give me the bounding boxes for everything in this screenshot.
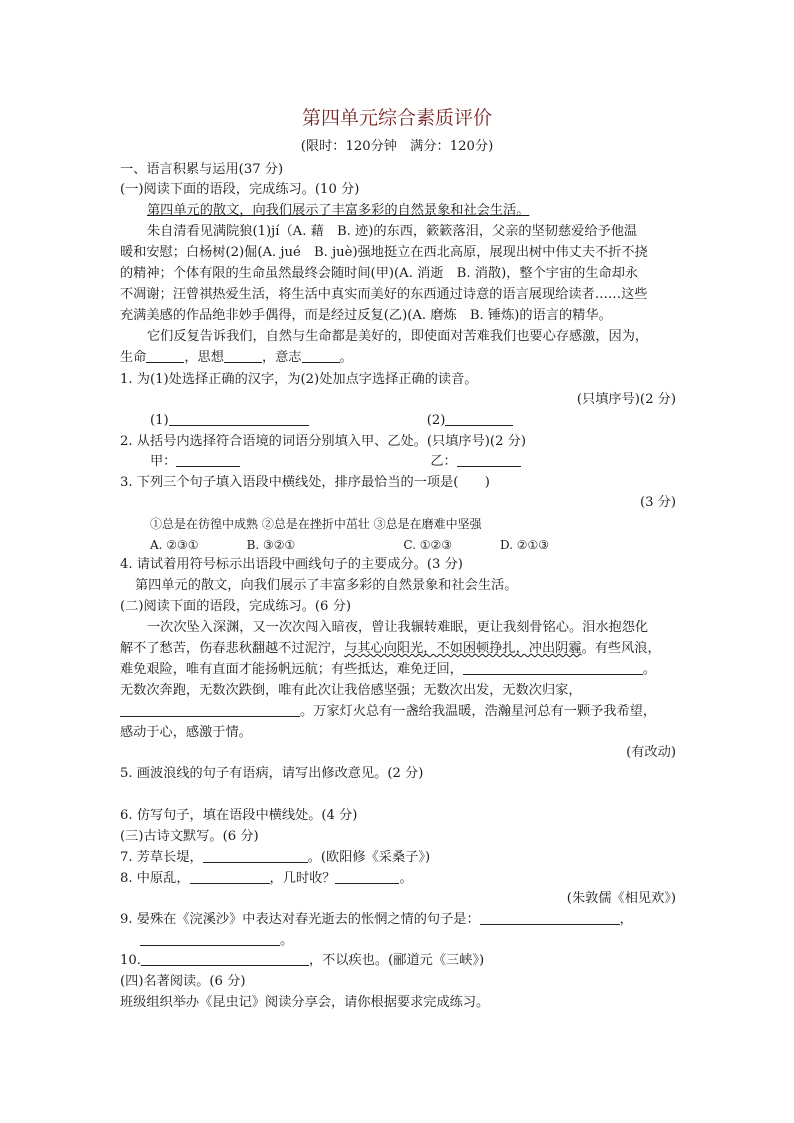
answer-blank[interactable] — [335, 869, 399, 884]
passage-line: 朱自清看见满院狼(1)jí（A. 藉 B. 迹)的东西，簌簌落泪，父亲的坚韧慈爱给予他温 — [147, 224, 638, 239]
answer-blank[interactable] — [146, 348, 184, 363]
source-note: (朱敦儒《相见欢》) — [566, 891, 676, 906]
part-heading: (一)阅读下面的语段，完成练习。(10 分) — [120, 182, 360, 197]
passage-line: 感动于心，感激于情。 — [120, 725, 252, 740]
question-4: 4. 请试着用符号标示出语段中画线句子的主要成分。(3 分) — [120, 557, 463, 572]
passage-line: 暖和安慰；白杨树(2)倔(A. jué B. juè)强地挺立在西北高原，展现出树中伟丈夫不折不挠 — [120, 245, 648, 260]
question-2: 2. 从括号内选择符合语境的词语分别填入甲、乙处。(只填序号)(2 分) — [120, 434, 526, 449]
passage-line — [147, 201, 703, 221]
passage-line: 的精神；个体有限的生命虽然最终会随时间(甲)(A. 消逝 B. 消散)，整个宇宙的生命却永 — [120, 266, 639, 281]
question-4-sentence: 第四单元的散文，向我们展示了丰富多彩的自然景象和社会生活。 — [135, 578, 518, 593]
question-9-continued: 。 — [140, 931, 676, 951]
passage-line: 生命 ，思想 ，意志 。 — [120, 350, 353, 365]
question-9: 9. 晏殊在《浣溪沙》中表达对春光逝去的怅惘之情的句子是： ， — [120, 912, 633, 927]
answer-blank[interactable] — [190, 869, 270, 884]
passage-line: 无数次奔跑，无数次跌倒，唯有此次让我倍感坚强；无数次出发，无数次归家， — [120, 683, 582, 698]
option-d[interactable]: D. ②①③ — [499, 538, 550, 552]
question-3-sentences: ①总是在彷徨中成熟 ②总是在挫折中茁壮 ③总是在磨难中坚强 — [150, 517, 482, 531]
part-heading: (四)名著阅读。(6 分) — [120, 974, 246, 989]
passage-line: 班级组织举办《昆虫记》阅读分享会，请你根据要求完成练习。 — [120, 995, 490, 1010]
answer-blank[interactable] — [120, 702, 300, 717]
question-5: 5. 画波浪线的句子有语病，请写出修改意见。(2 分) — [120, 766, 424, 781]
question-3-options — [150, 535, 706, 555]
question-8: 8. 中原乱， ，几时收？ 。 — [120, 871, 413, 886]
passage-line: 一次次坠入深渊，又一次次闯入暗夜，曾让我辗转难眠，更让我刻骨铭心。泪水抱怨化 — [147, 620, 649, 635]
answer-blank[interactable] — [302, 348, 340, 363]
answer-blank[interactable] — [480, 910, 620, 925]
page-title: 第四单元综合素质评价 — [301, 107, 492, 129]
answer-blank[interactable] — [224, 348, 262, 363]
question-2-answers: 甲： 乙： — [150, 452, 706, 472]
question-1-answers: (1) (2) — [150, 411, 706, 431]
answer-blank[interactable] — [140, 931, 280, 946]
underlined-sentence: 第四单元的散文，向我们展示了丰富多彩的自然景象和社会生活。 — [147, 203, 530, 218]
question-1: 1. 为(1)处选择正确的汉字，为(2)处加点字选择正确的读音。 — [120, 372, 478, 387]
passage-line: 充满美感的作品绝非妙手偶得，而是经过反复(乙)(A. 磨炼 B. 锤炼)的语言的精华。 — [120, 308, 612, 323]
wavy-sentence: 与其心向阳光，不如困顿挣扎，冲出阴霾 — [344, 641, 582, 656]
question-7: 7. 芳草长堤， 。(欧阳修《采桑子》) — [120, 850, 431, 865]
page-subtitle: (限时：120分钟 满分：120分) — [300, 139, 494, 154]
answer-blank[interactable] — [445, 411, 513, 426]
passage-line: 难免艰险，唯有直面才能扬帆远航；有些抵达，难免迂回， 。 — [120, 662, 657, 677]
answer-blank[interactable] — [203, 848, 308, 863]
answer-blank[interactable] — [169, 411, 309, 426]
option-a[interactable]: A. ②③① — [150, 538, 199, 552]
answer-blank[interactable] — [463, 660, 643, 675]
answer-blank[interactable] — [176, 452, 240, 467]
passage-line: 它们反复告诉我们，自然与生命都是美好的，即使面对苦难我们也要心存感激，因为， — [147, 329, 649, 344]
part-heading: (三)古诗文默写。(6 分) — [120, 829, 259, 844]
option-b[interactable]: B. ③②① — [246, 538, 296, 552]
passage-line: 。万家灯火总有一盏给我温暖，浩瀚星河总有一颗予我希望， — [120, 702, 676, 722]
passage-line: 解不了愁苦，伤春悲秋翻越不过泥泞，与其心向阳光，不如困顿挣扎，冲出阴霾。有些风浪， — [120, 641, 661, 656]
question-3: 3. 下列三个句子填入语段中横线处，排序最恰当的一项是( ) — [120, 475, 490, 490]
question-3-score: (3 分) — [639, 495, 676, 510]
section-heading: 一、语言积累与运用(37 分) — [120, 162, 284, 177]
answer-blank[interactable] — [141, 951, 309, 966]
source-note: (有改动) — [626, 745, 676, 760]
question-6: 6. 仿写句子，填在语段中横线处。(4 分) — [120, 808, 358, 823]
passage-line: 不凋谢；汪曾祺热爱生活，将生活中真实而美好的东西通过诗意的语言展现给读者……这些 — [120, 287, 648, 302]
question-10: 10. ，不以疾也。(郦道元《三峡》) — [120, 953, 485, 968]
option-c[interactable]: C. ①②③ — [403, 538, 452, 552]
answer-blank[interactable] — [457, 452, 521, 467]
question-1-score: (只填序号)(2 分) — [576, 392, 676, 407]
part-heading: (二)阅读下面的语段，完成练习。(6 分) — [120, 599, 351, 614]
